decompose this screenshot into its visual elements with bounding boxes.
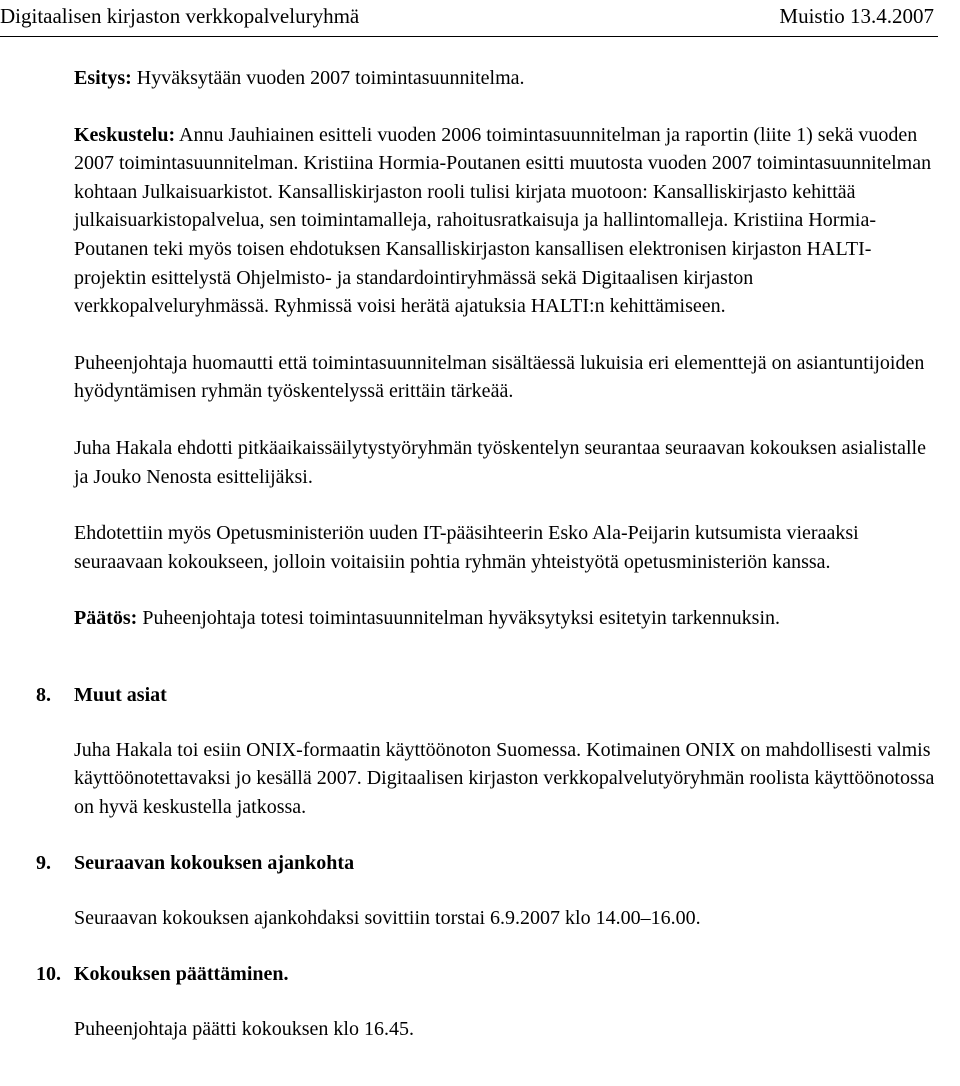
discussion-text: Annu Jauhiainen esitteli vuoden 2006 toimintasuunnitelman ja raportin (liite 1) sekä vuoden 2007 toimintasuunnitelman. Kristiina Hormia-Poutanen esitti muutosta vuoden 2007 toimintasuunnitelman kohtaan Julkaisuarkistot. Kansalliskirjaston rooli tulisi kirjata muotoon: Kansalliskirjasto kehittää julkaisuarkistopalvelua, sen toimintamalleja, rahoitusratkaisuja ja hallintomalleja. Kristiina Hormia-Poutanen teki myös toisen ehdotuksen Kansalliskirjaston kansallisen elektronisen kirjaston HALTI-projektin esittelystä Ohjelmisto- ja standardointiryhmässä sekä Digitaalisen kirjaston verkkopalveluryhmässä. Ryhmissä voisi herätä ajatuksia HALTI:n kehittämiseen. — [74, 123, 932, 318]
section-heading-9 — [36, 849, 940, 878]
section-title: Seuraavan kokouksen ajankohta — [74, 852, 355, 875]
section-9-text: Seuraavan kokouksen ajankohdaksi sovittiin torstai 6.9.2007 klo 14.00–16.00. — [74, 906, 701, 929]
decision-paragraph — [74, 604, 940, 633]
proposal-paragraph — [74, 64, 940, 93]
hakala-proposal-paragraph: Juha Hakala ehdotti pitkäaikaissäilytystyöryhmän työskentelyn seurantaa seuraavan kokouksen asialistalle ja Jouko Nenosta esittelijäksi. — [74, 436, 926, 488]
section-number: 9. — [36, 852, 51, 875]
discussion-label: Keskustelu: — [74, 123, 176, 146]
section-number: 10. — [36, 963, 61, 986]
section-heading-10 — [36, 960, 940, 989]
section-number: 8. — [36, 683, 51, 706]
discussion-paragraph — [74, 121, 940, 321]
invitation-proposal-paragraph: Ehdotettiin myös Opetusministeriön uuden IT-pääsihteerin Esko Ala-Peijarin kutsumista vieraaksi seuraavaan kokoukseen, jolloin voitaisiin pohtia ryhmän yhteistyötä opetusministeriön kanssa. — [74, 522, 859, 573]
section-10-text: Puheenjohtaja päätti kokouksen klo 16.45. — [74, 1018, 414, 1041]
section-heading-8 — [36, 681, 940, 710]
decision-text: Puheenjohtaja totesi toimintasuunnitelman hyväksytyksi esitetyin tarkennuksin. — [137, 607, 781, 630]
section-8-text: Juha Hakala toi esiin ONIX-formaatin käyttöönoton Suomessa. Kotimainen ONIX on mahdollisesti valmis käyttöönotettavaksi jo kesällä 2007. Digitaalisen kirjaston verkkopalvelutyöryhmän roolista käyttöönotossa on hyvä keskustella jatkossa. — [74, 738, 935, 818]
chair-remark-paragraph: Puheenjohtaja huomautti että toimintasuunnitelman sisältäessä lukuisia eri elementtejä on asiantuntijoiden hyödyntämisen ryhmän työskentelyssä erittäin tärkeää. — [74, 351, 925, 403]
page-header — [0, 0, 960, 40]
section-title: Muut asiat — [74, 683, 167, 706]
header-memo-date: Muistio 13.4.2007 — [779, 4, 934, 28]
proposal-text: Hyväksytään vuoden 2007 toimintasuunnitelma. — [131, 67, 525, 89]
header-group-name: Digitaalisen kirjaston verkkopalveluryhmä — [0, 4, 360, 28]
proposal-label: Esitys: — [74, 67, 132, 89]
header-divider — [0, 36, 938, 37]
section-title: Kokouksen päättäminen. — [74, 963, 289, 986]
decision-label: Päätös: — [74, 607, 138, 630]
document-body — [36, 64, 940, 1072]
